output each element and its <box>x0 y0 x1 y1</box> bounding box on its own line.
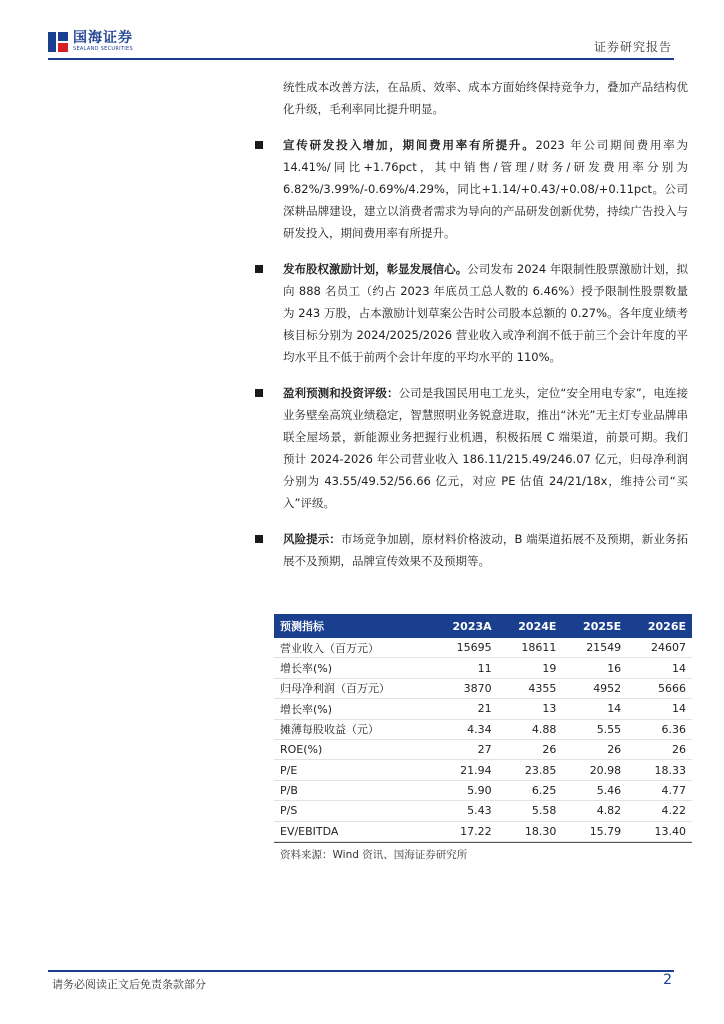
value-cell: 4.34 <box>432 719 498 739</box>
value-cell: 24607 <box>627 638 692 658</box>
bullet-text: 市场竞争加剧，原材料价格波动，B 端渠道拓展不及预期，新业务拓展不及预期，品牌宣传效果不及预期等。 <box>283 532 689 568</box>
report-body <box>283 76 688 572</box>
company-logo <box>48 31 133 52</box>
row-label-cell: P/E <box>274 760 432 780</box>
bullet-forecast <box>283 382 688 514</box>
value-cell: 14 <box>627 658 692 678</box>
value-cell: 5.43 <box>432 801 498 821</box>
logo-name-en: SEALAND SECURITIES <box>73 46 133 52</box>
table-row <box>274 719 692 739</box>
header-cell: 预测指标 <box>274 614 432 638</box>
table-row <box>274 678 692 698</box>
table-row <box>274 801 692 821</box>
value-cell: 4.77 <box>627 780 692 800</box>
value-cell: 21 <box>432 699 498 719</box>
bullet-lead: 发布股权激励计划，彰显发展信心。 <box>283 262 468 276</box>
source-note: 资料来源：Wind 资讯、国海证券研究所 <box>280 848 468 861</box>
logo-mark-icon <box>48 32 68 52</box>
forecast-table <box>274 614 692 842</box>
header-cell: 2026E <box>627 614 692 638</box>
value-cell: 17.22 <box>432 821 498 841</box>
bullet-expenses <box>283 134 688 244</box>
table-bottom-rule <box>274 842 692 843</box>
value-cell: 15.79 <box>562 821 627 841</box>
value-cell: 21.94 <box>432 760 498 780</box>
value-cell: 3870 <box>432 678 498 698</box>
header-cell: 2023A <box>432 614 498 638</box>
forecast-table-section <box>274 614 692 862</box>
row-label-cell: 营业收入（百万元） <box>274 638 432 658</box>
report-type-label: 证券研究报告 <box>593 40 672 54</box>
table-row <box>274 658 692 678</box>
value-cell: 26 <box>498 739 563 759</box>
value-cell: 16 <box>562 658 627 678</box>
bullet-lead: 风险提示： <box>283 532 341 546</box>
logo-name-cn: 国海证券 <box>73 30 133 46</box>
bullet-lead: 宣传研发投入增加，期间费用率有所提升。 <box>283 138 536 152</box>
value-cell: 18.33 <box>627 760 692 780</box>
value-cell: 5666 <box>627 678 692 698</box>
table-row <box>274 780 692 800</box>
row-label-cell: 归母净利润（百万元） <box>274 678 432 698</box>
row-label-cell: P/B <box>274 780 432 800</box>
page-number: 2 <box>663 972 672 988</box>
value-cell: 14 <box>562 699 627 719</box>
value-cell: 27 <box>432 739 498 759</box>
value-cell: 19 <box>498 658 563 678</box>
disclaimer-note: 请务必阅读正文后免责条款部分 <box>52 978 206 991</box>
row-label-cell: P/S <box>274 801 432 821</box>
intro-paragraph: 统性成本改善方法，在品质、效率、成本方面始终保持竞争力，叠加产品结构优化升级，毛利率同比提升明显。 <box>283 80 688 116</box>
value-cell: 13 <box>498 699 563 719</box>
header-divider <box>48 58 674 60</box>
table-row <box>274 821 692 841</box>
square-bullet-icon <box>255 535 263 543</box>
square-bullet-icon <box>255 141 263 149</box>
bullet-incentive <box>283 258 688 368</box>
header-cell: 2024E <box>498 614 563 638</box>
bullet-text: 2023 年公司期间费用率为 14.41%/同比+1.76pct，其中销售/管理/财务/研发费用率分别为 6.82%/3.99%/-0.69%/4.29%，同比+1.14/+0.43/+0.08/+0.11pct。公司深耕品牌建设，建立以消费者需求为导向的产品研发创新优势，持续广告投入与研发投入，期间费用率有所提升。 <box>283 138 689 240</box>
value-cell: 5.90 <box>432 780 498 800</box>
table-row <box>274 638 692 658</box>
value-cell: 4.88 <box>498 719 563 739</box>
value-cell: 21549 <box>562 638 627 658</box>
table-row <box>274 699 692 719</box>
row-label-cell: EV/EBITDA <box>274 821 432 841</box>
row-label-cell: 增长率(%) <box>274 658 432 678</box>
value-cell: 20.98 <box>562 760 627 780</box>
value-cell: 4952 <box>562 678 627 698</box>
table-row <box>274 739 692 759</box>
value-cell: 15695 <box>432 638 498 658</box>
value-cell: 6.25 <box>498 780 563 800</box>
row-label-cell: 摊薄每股收益（元） <box>274 719 432 739</box>
value-cell: 4.22 <box>627 801 692 821</box>
value-cell: 14 <box>627 699 692 719</box>
value-cell: 13.40 <box>627 821 692 841</box>
value-cell: 26 <box>627 739 692 759</box>
value-cell: 5.55 <box>562 719 627 739</box>
bullet-risk <box>283 528 688 572</box>
value-cell: 18.30 <box>498 821 563 841</box>
row-label-cell: 增长率(%) <box>274 699 432 719</box>
value-cell: 5.58 <box>498 801 563 821</box>
row-label-cell: ROE(%) <box>274 739 432 759</box>
bullet-text: 公司发布 2024 年限制性股票激励计划，拟向 888 名员工（约占 2023 年底员工总人数的 6.46%）授予限制性股票数量为 243 万股，占本激励计划草案公告时公司股本总额的 0.27%。各年度业绩考核目标分别为 2024/2025/2026 营业收入或净利润不低于前三个会计年度的平均水平且不低于前两个会计年度的平均水平的 110%。 <box>283 262 688 364</box>
square-bullet-icon <box>255 389 263 397</box>
bullet-lead: 盈利预测和投资评级： <box>283 386 399 400</box>
table-header-row <box>274 614 692 638</box>
value-cell: 6.36 <box>627 719 692 739</box>
value-cell: 23.85 <box>498 760 563 780</box>
value-cell: 11 <box>432 658 498 678</box>
table-row <box>274 760 692 780</box>
header-cell: 2025E <box>562 614 627 638</box>
footer-divider <box>48 970 674 972</box>
value-cell: 5.46 <box>562 780 627 800</box>
value-cell: 4.82 <box>562 801 627 821</box>
value-cell: 26 <box>562 739 627 759</box>
value-cell: 4355 <box>498 678 563 698</box>
square-bullet-icon <box>255 265 263 273</box>
bullet-text: 公司是我国民用电工龙头，定位“安全用电专家”，电连接业务壁垒高筑业绩稳定，智慧照明业务锐意进取，推出“沐光”无主灯专业品牌串联全屋场景，新能源业务把握行业机遇，积极拓展 C 端渠道，前景可期。我们预计 2024-2026 年公司营业收入 186.11/215.49/246.07 亿元，归母净利润分别为 43.55/49.52/56.66 亿元，对应 PE 估值 24/21/18x，维持公司“买入”评级。 <box>283 386 688 510</box>
value-cell: 18611 <box>498 638 563 658</box>
